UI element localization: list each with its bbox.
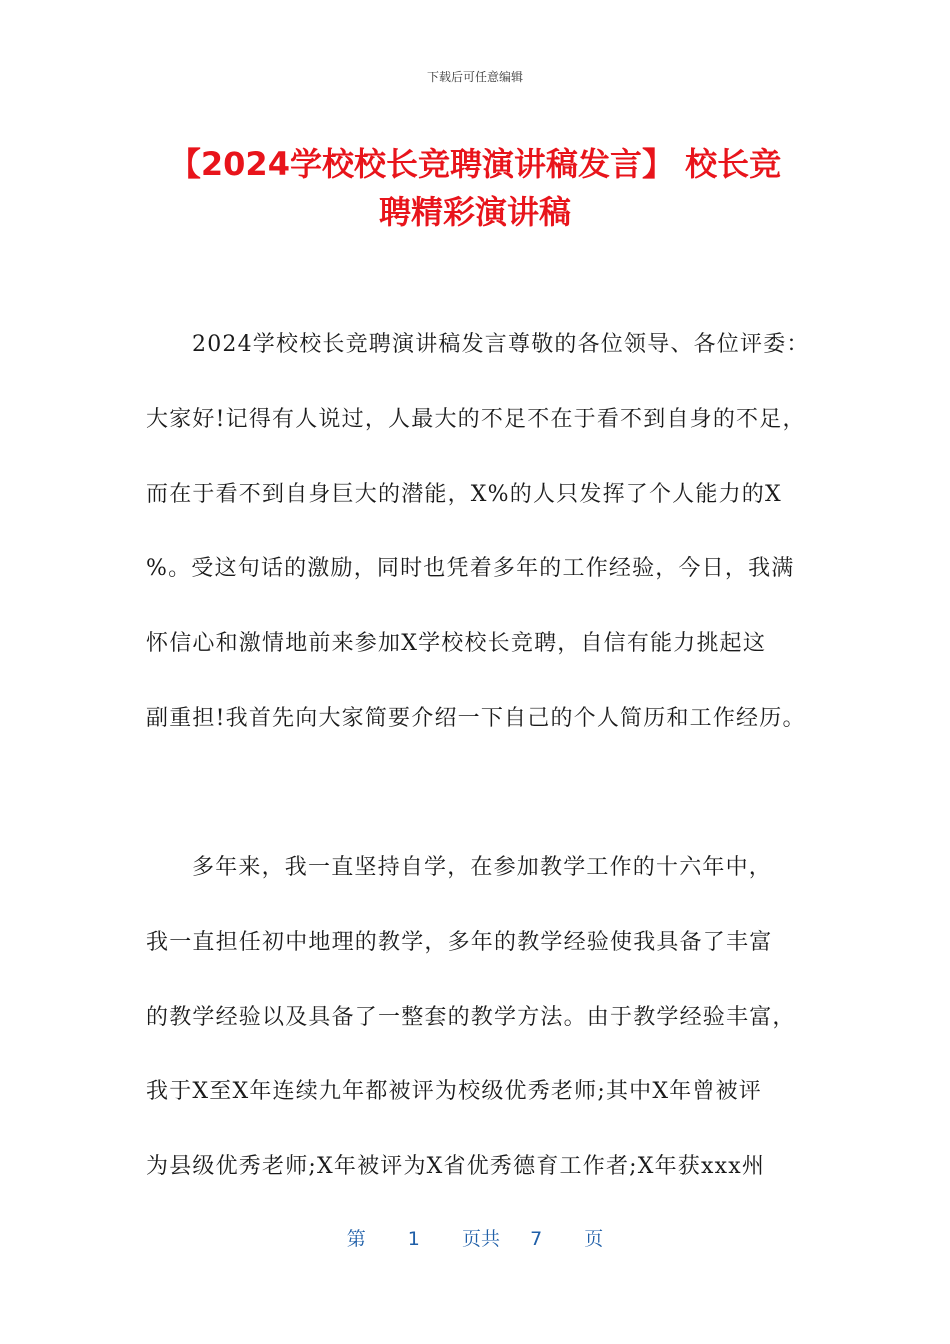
text-line: %。受这句话的激励，同时也凭着多年的工作经验，今日，我满 bbox=[146, 556, 795, 582]
text-line: 我于X至X年连续九年都被评为校级优秀老师;其中X年曾被评 bbox=[146, 1079, 763, 1105]
document-title bbox=[130, 140, 820, 236]
text-line: 而在于看不到自身巨大的潜能，X%的人只发挥了个人能力的X bbox=[146, 481, 782, 507]
page-total: 7 bbox=[530, 1228, 543, 1250]
text-line: 大家好!记得有人说过，人最大的不足不在于看不到自身的不足， bbox=[146, 406, 806, 432]
text-line: 为县级优秀老师;X年被评为X省优秀德育工作者;X年获xxx州 bbox=[146, 1154, 766, 1180]
paragraph-1 bbox=[146, 323, 814, 772]
text-line: 副重担!我首先向大家简要介绍一下自己的个人简历和工作经历。 bbox=[146, 705, 806, 731]
title-line-1: 【2024学校校长竞聘演讲稿发言】 校长竞 bbox=[168, 145, 782, 183]
text-line: 怀信心和激情地前来参加X学校校长竞聘，自信有能力挑起这 bbox=[146, 631, 767, 657]
page-label-suffix: 页 bbox=[584, 1228, 604, 1250]
page-current: 1 bbox=[407, 1228, 420, 1250]
paragraph-2 bbox=[146, 846, 814, 1220]
page-number-footer bbox=[0, 1224, 950, 1251]
page-label-prefix: 第 bbox=[346, 1228, 366, 1250]
text-line: 多年来，我一直坚持自学，在参加教学工作的十六年中， bbox=[192, 855, 773, 880]
header-note: 下载后可任意编辑 bbox=[426, 70, 523, 84]
page-label-mid: 页共 bbox=[461, 1228, 500, 1250]
text-line: 2024学校校长竞聘演讲稿发言尊敬的各位领导、各位评委： bbox=[192, 332, 810, 357]
text-line: 的教学经验以及具备了一整套的教学方法。由于教学经验丰富， bbox=[146, 1004, 796, 1030]
text-line: 我一直担任初中地理的教学，多年的教学经验使我具备了丰富 bbox=[146, 929, 773, 955]
title-line-2: 聘精彩演讲稿 bbox=[378, 193, 571, 231]
